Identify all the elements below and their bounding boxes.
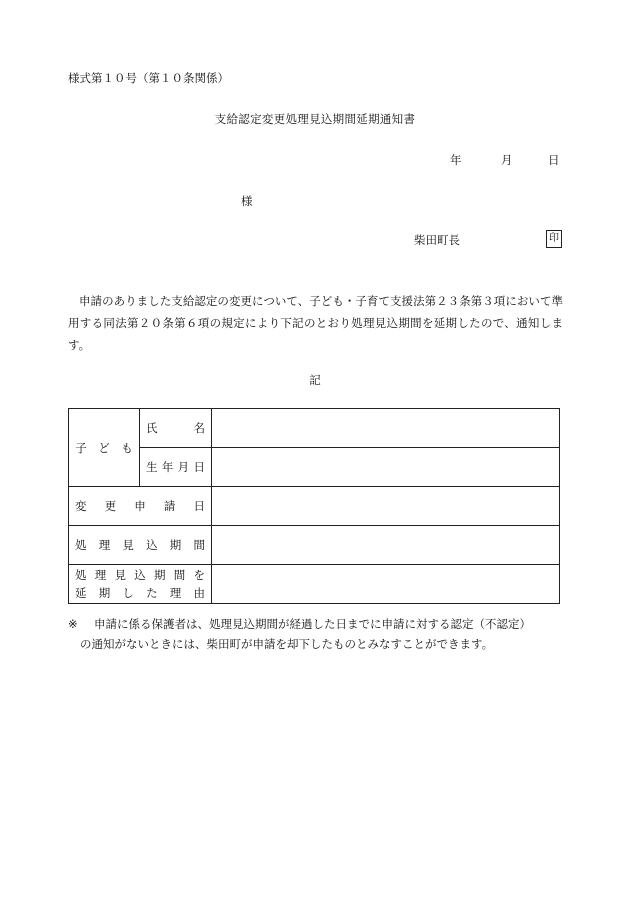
name-field[interactable] [212,409,560,448]
table-row-name [69,409,560,448]
name-label: 氏 名 [140,409,212,448]
document-title: 支給認定変更処理見込期間延期通知書 [214,112,416,126]
table-row-birthdate [69,448,560,487]
birthdate-label: 生年月日 [140,448,212,487]
notice-body: 申請のありました支給認定の変更について、子ども・子育て支援法第２３条第３項において準用する同法第２０条第６項の規定により下記のとおり処理見込期間を延期したので、通知します。 [68,294,563,352]
ki-heading: 記 [309,373,321,387]
addressee-honorific: 様 [241,194,253,208]
footnote-line1 [68,614,568,634]
table-row-change-request-date [69,487,560,526]
footnote-line1-text: 申請に係る保護者は、処理見込期間が経過した日までに申請に対する認定（不認定） [94,617,531,631]
child-group-label [69,409,140,487]
processing-period-label: 処 理 見 込 期 間 [69,526,212,565]
processing-period-field[interactable] [212,526,560,565]
extension-reason-field[interactable] [212,565,560,604]
extension-reason-label-line2: 延 期 し た 理 由 [75,586,205,600]
table-row-processing-period [69,526,560,565]
issuer-name: 柴田町長 [414,233,460,247]
table-row-extension-reason [69,565,560,604]
date-month-label: 月 [501,153,513,167]
details-table [68,408,560,604]
birthdate-field[interactable] [212,448,560,487]
form-number: 様式第１０号（第１０条関係） [68,71,229,85]
extension-reason-label-line1: 処理見込期間を [75,568,205,582]
footnote-mark: ※ [68,617,78,631]
seal-mark: 印 [546,230,562,248]
footnote-line2: の通知がないときには、柴田町が申請を却下したものとみなすことができます。 [80,637,494,651]
date-year-label: 年 [450,153,462,167]
date-day-label: 日 [548,153,560,167]
footnote [68,614,568,654]
change-request-date-label: 変 更 申 請 日 [69,487,212,526]
child-group-label-text: 子 ど も [75,440,133,455]
extension-reason-label [69,565,212,604]
change-request-date-field[interactable] [212,487,560,526]
